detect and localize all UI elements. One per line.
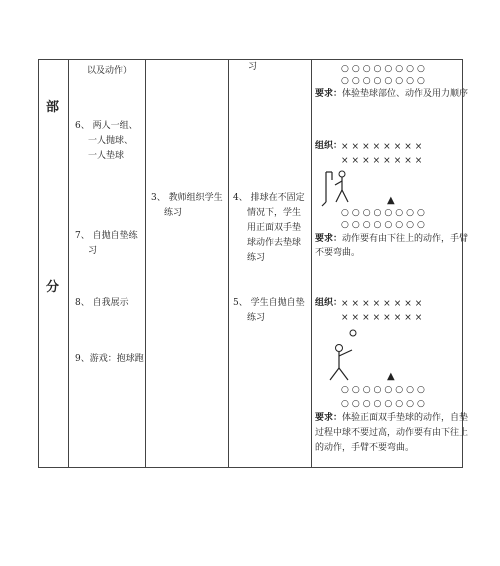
requirement-label: 要求： [315,234,343,244]
organization-label: 组织： [315,141,343,151]
teacher-triangle-icon: ▲ [387,371,395,382]
circle-row: ○○○○○○○○ [341,208,428,218]
requirement-text-3a: 体验正面双手垫球的动作，自垫 [342,413,469,423]
content-cell [69,60,146,468]
requirement-text-1: 体验垫球部位、动作及用力顺序 [342,89,469,99]
requirement-label: 要求： [315,89,343,99]
item-4-line-1: 4、 排球在不固定 [233,193,305,203]
item-3-line-2: 练习 [164,208,183,218]
circle-row: ○○○○○○○○ [341,399,428,409]
organization-cell [312,60,469,468]
item-5-line-2: 练习 [247,313,266,323]
student-cell [229,60,312,468]
item-7-line-2: 习 [88,246,98,256]
item-6-line-3: 一人垫球 [88,151,125,161]
circle-row: ○○○○○○○○ [341,64,428,74]
self-tossing-figure [322,342,362,384]
item-4-line-5: 练习 [247,253,266,263]
circle-row: ○○○○○○○○ [341,76,428,86]
cross-row: ×××××××× [341,313,426,323]
requirement-text-3c: 的动作，手臂不要弯曲。 [315,443,415,453]
requirement-label: 要求： [315,413,343,423]
cross-row: ×××××××× [341,299,426,309]
ball-icon [348,328,358,338]
item-9: 9、游戏：抱球跑 [75,354,144,364]
item-5-line-1: 5、 学生自抛自垫 [233,298,305,308]
item-4-line-4: 球动作去垫球 [247,238,302,248]
teacher-triangle-icon: ▲ [387,195,395,206]
receiver-figure [332,170,352,206]
circle-row: ○○○○○○○○ [341,385,428,395]
teacher-cell [146,60,229,468]
requirement-text-2a: 动作要有由下往上的动作，手臂 [342,234,469,244]
student-top-fragment: 习 [248,62,258,72]
organization-label: 组织： [315,298,343,308]
item-6-line-1: 6、 两人一组、 [75,121,138,131]
cross-row: ×××××××× [341,156,426,166]
section-char-top: 部 [46,100,60,115]
cross-row: ×××××××× [341,142,426,152]
content-top-fragment: 以及动作） [87,66,133,76]
requirement-text-2b: 不要弯曲。 [315,248,361,258]
section-char-bottom: 分 [46,280,60,295]
section-label-cell [39,60,69,468]
item-8: 8、 自我展示 [75,298,129,308]
circle-row: ○○○○○○○○ [341,220,428,230]
item-7-line-1: 7、 自抛自垫练 [75,231,138,241]
item-3-line-1: 3、 教师组织学生 [151,193,223,203]
item-6-line-2: 一人抛球、 [88,136,134,146]
item-4-line-3: 用正面双手垫 [247,223,302,233]
lesson-plan-table [38,59,469,468]
item-4-line-2: 情况下，学生 [247,208,302,218]
requirement-text-3b: 过程中球不要过高，动作要有由下往上 [315,428,469,438]
